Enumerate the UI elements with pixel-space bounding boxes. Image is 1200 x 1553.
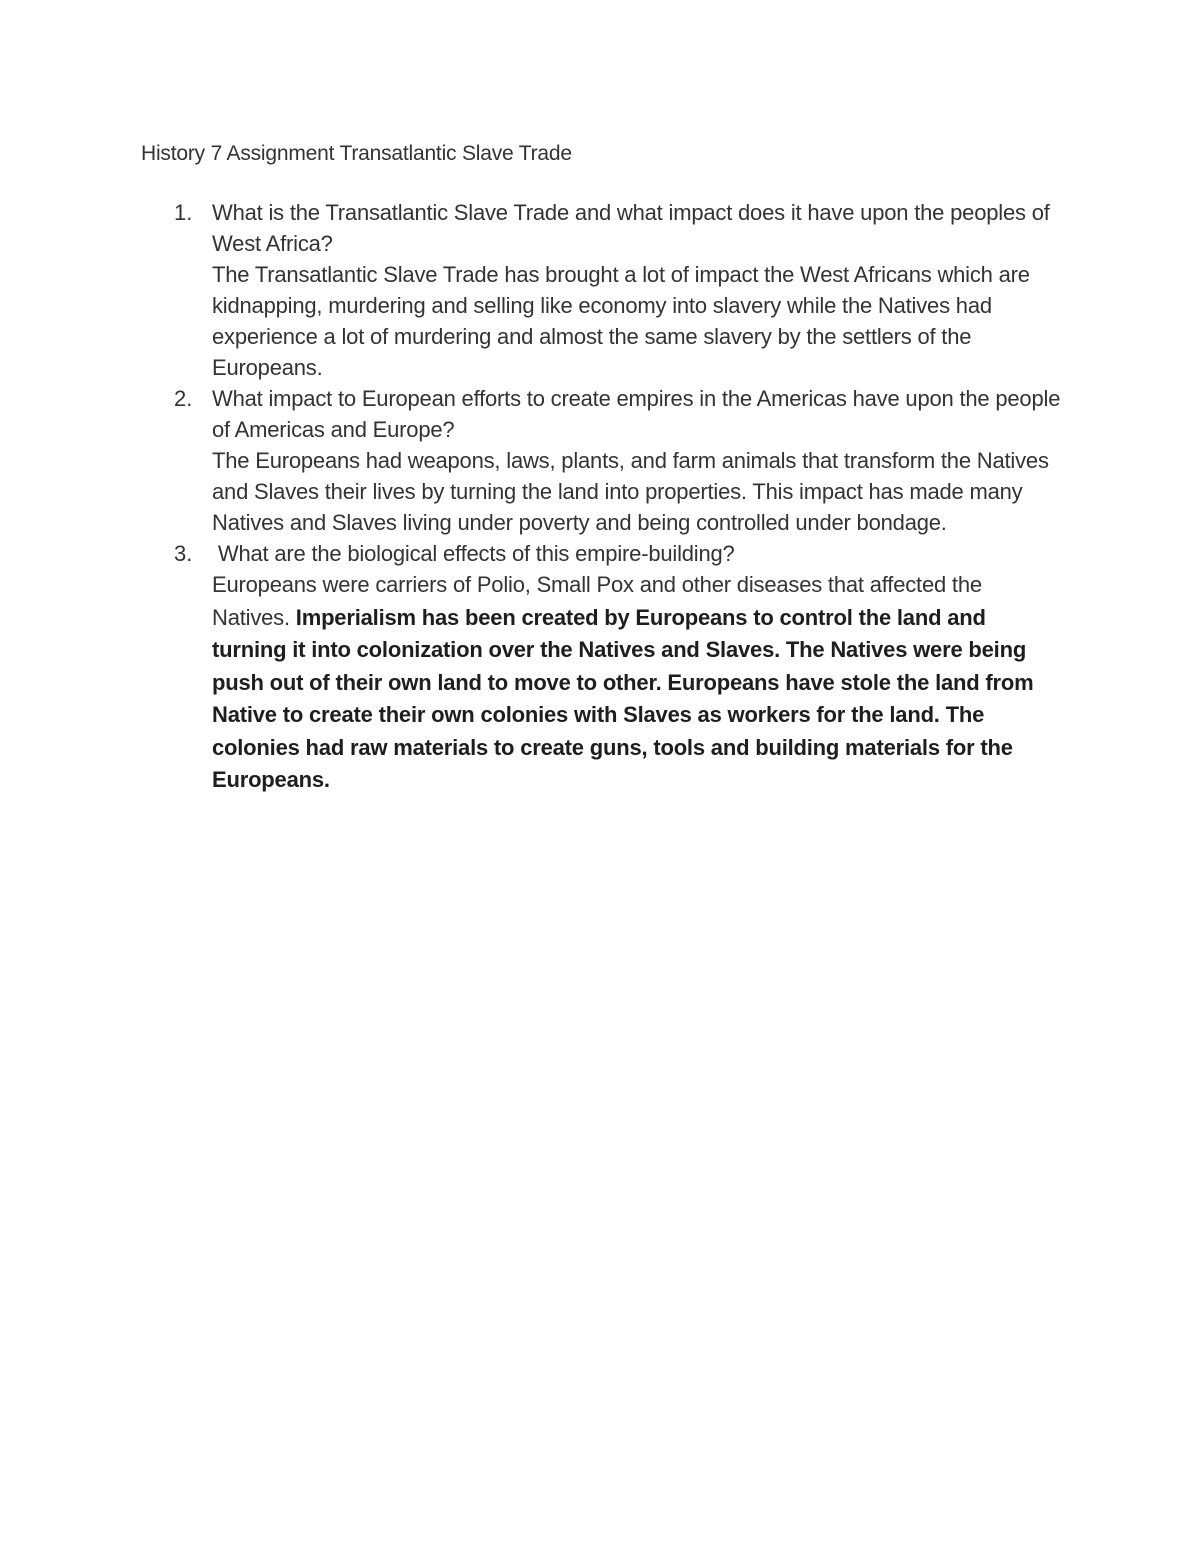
question-number: 1.: [174, 200, 193, 225]
answer-text: The Transatlantic Slave Trade has brought a lot of impact the West Africans which are kidnapping, murdering and selling like economy into slavery while the Natives had experience a lot of murdering and almost the same slavery by the settlers of the Europeans.: [212, 262, 1030, 380]
question-number: 2.: [174, 386, 193, 411]
question-item-3: [0, 538, 1200, 797]
question-number: 3.: [174, 541, 193, 566]
question-text: What are the biological effects of this empire-building?: [212, 541, 735, 566]
answer-text-bold: Imperialism has been created by Europeans to control the land and turning it into colonization over the Natives and Slaves. The Natives were being push out of their own land to move to other. Europeans have stole the land from Native to create their own colonies with Slaves as workers for the land. The colonies had raw materials to create guns, tools and building materials for the Europeans.: [212, 604, 1034, 792]
question-list: [0, 197, 1200, 797]
question-item-1: [0, 197, 1200, 383]
answer-text-plain: Europeans were carriers of Polio, Small Pox and other diseases that affected the Natives.: [212, 572, 982, 630]
answer-text: The Europeans had weapons, laws, plants, and farm animals that transform the Natives and Slaves their lives by turning the land into properties. This impact has made many Natives and Slaves living under poverty and being controlled under bondage.: [212, 448, 1049, 535]
document-title: History 7 Assignment Transatlantic Slave Trade: [141, 142, 572, 165]
answer-text: [212, 569, 1062, 797]
question-item-2: [0, 383, 1200, 538]
question-text: What impact to European efforts to create empires in the Americas have upon the people of Americas and Europe?: [212, 386, 1061, 442]
question-text: What is the Transatlantic Slave Trade and what impact does it have upon the peoples of West Africa?: [212, 200, 1050, 256]
